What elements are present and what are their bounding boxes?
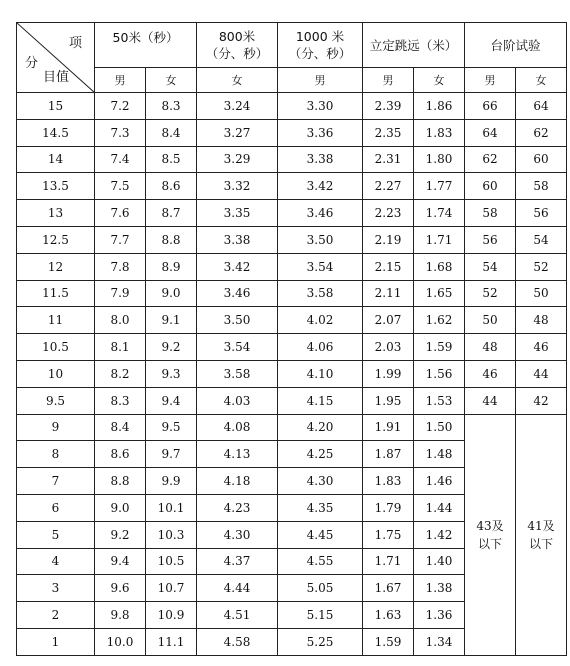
cell-1000m-male: 4.30 bbox=[278, 468, 363, 495]
header-800m: 800米 （分、秒） bbox=[197, 23, 278, 68]
cell-step-female: 58 bbox=[516, 173, 567, 200]
cell-step-male: 44 bbox=[465, 387, 516, 414]
cell-800m-female: 3.58 bbox=[197, 360, 278, 387]
cell-1000m-male: 3.42 bbox=[278, 173, 363, 200]
cell-score: 13 bbox=[17, 200, 95, 227]
corner-header-cell bbox=[17, 23, 95, 93]
subheader-jump-male: 男 bbox=[363, 68, 414, 93]
cell-score: 11.5 bbox=[17, 280, 95, 307]
cell-1000m-male: 5.25 bbox=[278, 628, 363, 655]
cell-1000m-male: 3.30 bbox=[278, 93, 363, 120]
cell-800m-female: 3.24 bbox=[197, 93, 278, 120]
cell-50m-female: 9.0 bbox=[146, 280, 197, 307]
subheader-50m-male: 男 bbox=[95, 68, 146, 93]
cell-1000m-male: 4.25 bbox=[278, 441, 363, 468]
cell-50m-male: 8.3 bbox=[95, 387, 146, 414]
cell-800m-female: 4.18 bbox=[197, 468, 278, 495]
cell-step-female: 46 bbox=[516, 334, 567, 361]
cell-800m-female: 3.32 bbox=[197, 173, 278, 200]
cell-score: 2 bbox=[17, 602, 95, 629]
cell-50m-male: 10.0 bbox=[95, 628, 146, 655]
cell-step-male: 46 bbox=[465, 360, 516, 387]
cell-50m-female: 10.9 bbox=[146, 602, 197, 629]
cell-1000m-male: 3.50 bbox=[278, 226, 363, 253]
header-1000m: 1000 米 （分、秒） bbox=[278, 23, 363, 68]
cell-jump-female: 1.86 bbox=[414, 93, 465, 120]
cell-800m-female: 3.54 bbox=[197, 334, 278, 361]
table-row bbox=[17, 387, 567, 414]
cell-score: 7 bbox=[17, 468, 95, 495]
subheader-1000m-male: 男 bbox=[278, 68, 363, 93]
cell-50m-female: 8.5 bbox=[146, 146, 197, 173]
cell-50m-female: 10.3 bbox=[146, 521, 197, 548]
cell-step-female: 62 bbox=[516, 119, 567, 146]
cell-1000m-male: 4.15 bbox=[278, 387, 363, 414]
cell-jump-female: 1.71 bbox=[414, 226, 465, 253]
cell-1000m-male: 3.58 bbox=[278, 280, 363, 307]
table-row bbox=[17, 146, 567, 173]
cell-jump-female: 1.59 bbox=[414, 334, 465, 361]
cell-score: 15 bbox=[17, 93, 95, 120]
cell-score: 10 bbox=[17, 360, 95, 387]
cell-50m-male: 7.9 bbox=[95, 280, 146, 307]
cell-1000m-male: 5.15 bbox=[278, 602, 363, 629]
cell-jump-female: 1.77 bbox=[414, 173, 465, 200]
cell-800m-female: 4.23 bbox=[197, 494, 278, 521]
header-step-test: 台阶试验 bbox=[465, 23, 567, 68]
cell-score: 9 bbox=[17, 414, 95, 441]
cell-1000m-male: 4.10 bbox=[278, 360, 363, 387]
cell-50m-male: 7.3 bbox=[95, 119, 146, 146]
cell-jump-male: 1.91 bbox=[363, 414, 414, 441]
cell-50m-female: 8.3 bbox=[146, 93, 197, 120]
cell-1000m-male: 3.54 bbox=[278, 253, 363, 280]
cell-50m-male: 7.6 bbox=[95, 200, 146, 227]
cell-50m-male: 7.7 bbox=[95, 226, 146, 253]
cell-jump-female: 1.62 bbox=[414, 307, 465, 334]
cell-step-male: 64 bbox=[465, 119, 516, 146]
cell-step-female-below: 41及 以下 bbox=[516, 414, 567, 655]
cell-50m-female: 11.1 bbox=[146, 628, 197, 655]
cell-jump-male: 2.03 bbox=[363, 334, 414, 361]
cell-800m-female: 4.37 bbox=[197, 548, 278, 575]
cell-jump-male: 2.27 bbox=[363, 173, 414, 200]
cell-jump-male: 1.71 bbox=[363, 548, 414, 575]
cell-score: 8 bbox=[17, 441, 95, 468]
cell-50m-male: 9.8 bbox=[95, 602, 146, 629]
cell-jump-male: 1.83 bbox=[363, 468, 414, 495]
cell-1000m-male: 3.46 bbox=[278, 200, 363, 227]
cell-50m-male: 8.1 bbox=[95, 334, 146, 361]
table-row bbox=[17, 414, 567, 441]
cell-step-female: 52 bbox=[516, 253, 567, 280]
cell-step-female: 60 bbox=[516, 146, 567, 173]
cell-score: 11 bbox=[17, 307, 95, 334]
cell-step-male: 56 bbox=[465, 226, 516, 253]
cell-800m-female: 4.58 bbox=[197, 628, 278, 655]
cell-50m-male: 9.2 bbox=[95, 521, 146, 548]
cell-score: 14 bbox=[17, 146, 95, 173]
cell-50m-female: 8.6 bbox=[146, 173, 197, 200]
cell-step-male: 58 bbox=[465, 200, 516, 227]
cell-1000m-male: 4.02 bbox=[278, 307, 363, 334]
cell-1000m-male: 4.55 bbox=[278, 548, 363, 575]
cell-50m-female: 9.2 bbox=[146, 334, 197, 361]
cell-800m-female: 4.30 bbox=[197, 521, 278, 548]
subheader-step-male: 男 bbox=[465, 68, 516, 93]
cell-step-male: 50 bbox=[465, 307, 516, 334]
cell-score: 6 bbox=[17, 494, 95, 521]
table-row bbox=[17, 253, 567, 280]
cell-score: 13.5 bbox=[17, 173, 95, 200]
cell-step-female: 44 bbox=[516, 360, 567, 387]
cell-50m-female: 10.7 bbox=[146, 575, 197, 602]
subheader-jump-female: 女 bbox=[414, 68, 465, 93]
cell-step-male: 52 bbox=[465, 280, 516, 307]
cell-50m-male: 7.8 bbox=[95, 253, 146, 280]
cell-jump-male: 1.87 bbox=[363, 441, 414, 468]
cell-50m-female: 9.3 bbox=[146, 360, 197, 387]
cell-step-male: 48 bbox=[465, 334, 516, 361]
cell-jump-male: 2.07 bbox=[363, 307, 414, 334]
cell-50m-male: 9.4 bbox=[95, 548, 146, 575]
corner-item-label: 项 bbox=[68, 36, 82, 51]
cell-jump-male: 1.99 bbox=[363, 360, 414, 387]
subheader-step-female: 女 bbox=[516, 68, 567, 93]
cell-score: 4 bbox=[17, 548, 95, 575]
cell-jump-female: 1.53 bbox=[414, 387, 465, 414]
cell-800m-female: 3.35 bbox=[197, 200, 278, 227]
cell-jump-male: 1.63 bbox=[363, 602, 414, 629]
cell-800m-female: 3.38 bbox=[197, 226, 278, 253]
cell-800m-female: 3.46 bbox=[197, 280, 278, 307]
cell-800m-female: 4.13 bbox=[197, 441, 278, 468]
cell-50m-female: 9.9 bbox=[146, 468, 197, 495]
table-row bbox=[17, 119, 567, 146]
cell-step-male: 66 bbox=[465, 93, 516, 120]
cell-800m-female: 3.42 bbox=[197, 253, 278, 280]
cell-800m-female: 4.51 bbox=[197, 602, 278, 629]
cell-step-female: 48 bbox=[516, 307, 567, 334]
cell-score: 12.5 bbox=[17, 226, 95, 253]
cell-step-female: 54 bbox=[516, 226, 567, 253]
corner-score-label: 分 bbox=[25, 56, 39, 71]
cell-50m-female: 10.1 bbox=[146, 494, 197, 521]
table-row bbox=[17, 307, 567, 334]
cell-score: 9.5 bbox=[17, 387, 95, 414]
cell-800m-female: 4.08 bbox=[197, 414, 278, 441]
cell-score: 14.5 bbox=[17, 119, 95, 146]
cell-1000m-male: 4.45 bbox=[278, 521, 363, 548]
cell-50m-female: 8.9 bbox=[146, 253, 197, 280]
cell-jump-female: 1.50 bbox=[414, 414, 465, 441]
cell-50m-female: 9.1 bbox=[146, 307, 197, 334]
cell-step-female: 56 bbox=[516, 200, 567, 227]
cell-score: 10.5 bbox=[17, 334, 95, 361]
table-row bbox=[17, 280, 567, 307]
table-row bbox=[17, 93, 567, 120]
cell-50m-female: 9.7 bbox=[146, 441, 197, 468]
cell-step-male: 60 bbox=[465, 173, 516, 200]
cell-jump-female: 1.34 bbox=[414, 628, 465, 655]
cell-score: 1 bbox=[17, 628, 95, 655]
cell-50m-male: 8.8 bbox=[95, 468, 146, 495]
cell-step-female: 42 bbox=[516, 387, 567, 414]
cell-50m-male: 9.6 bbox=[95, 575, 146, 602]
cell-800m-female: 4.03 bbox=[197, 387, 278, 414]
cell-1000m-male: 3.38 bbox=[278, 146, 363, 173]
cell-800m-female: 3.27 bbox=[197, 119, 278, 146]
cell-50m-female: 8.4 bbox=[146, 119, 197, 146]
cell-jump-female: 1.38 bbox=[414, 575, 465, 602]
cell-50m-male: 7.5 bbox=[95, 173, 146, 200]
cell-jump-male: 2.15 bbox=[363, 253, 414, 280]
cell-step-female: 64 bbox=[516, 93, 567, 120]
table-body bbox=[17, 93, 567, 656]
cell-jump-male: 2.39 bbox=[363, 93, 414, 120]
cell-jump-male: 1.59 bbox=[363, 628, 414, 655]
cell-1000m-male: 4.06 bbox=[278, 334, 363, 361]
table-row bbox=[17, 360, 567, 387]
cell-jump-male: 2.23 bbox=[363, 200, 414, 227]
cell-jump-male: 2.11 bbox=[363, 280, 414, 307]
cell-1000m-male: 5.05 bbox=[278, 575, 363, 602]
cell-jump-female: 1.42 bbox=[414, 521, 465, 548]
cell-50m-female: 8.7 bbox=[146, 200, 197, 227]
cell-800m-female: 3.50 bbox=[197, 307, 278, 334]
cell-jump-female: 1.36 bbox=[414, 602, 465, 629]
cell-50m-female: 10.5 bbox=[146, 548, 197, 575]
header-50m: 50米（秒） bbox=[95, 23, 197, 68]
cell-jump-female: 1.44 bbox=[414, 494, 465, 521]
cell-jump-female: 1.80 bbox=[414, 146, 465, 173]
cell-jump-male: 2.31 bbox=[363, 146, 414, 173]
cell-jump-female: 1.68 bbox=[414, 253, 465, 280]
cell-50m-male: 8.0 bbox=[95, 307, 146, 334]
cell-1000m-male: 4.20 bbox=[278, 414, 363, 441]
cell-50m-male: 7.4 bbox=[95, 146, 146, 173]
header-standing-long-jump: 立定跳远（米） bbox=[363, 23, 465, 68]
cell-jump-female: 1.56 bbox=[414, 360, 465, 387]
cell-jump-female: 1.83 bbox=[414, 119, 465, 146]
cell-jump-male: 1.79 bbox=[363, 494, 414, 521]
table-row bbox=[17, 173, 567, 200]
table-header bbox=[17, 23, 567, 93]
cell-step-male: 62 bbox=[465, 146, 516, 173]
cell-800m-female: 3.29 bbox=[197, 146, 278, 173]
corner-value-label: 目值 bbox=[43, 70, 70, 85]
cell-step-male: 54 bbox=[465, 253, 516, 280]
table-row bbox=[17, 334, 567, 361]
cell-50m-female: 9.5 bbox=[146, 414, 197, 441]
cell-50m-male: 9.0 bbox=[95, 494, 146, 521]
cell-jump-female: 1.65 bbox=[414, 280, 465, 307]
table-row bbox=[17, 226, 567, 253]
cell-jump-male: 1.95 bbox=[363, 387, 414, 414]
cell-jump-male: 1.67 bbox=[363, 575, 414, 602]
cell-50m-male: 8.2 bbox=[95, 360, 146, 387]
cell-800m-female: 4.44 bbox=[197, 575, 278, 602]
cell-50m-female: 9.4 bbox=[146, 387, 197, 414]
cell-jump-female: 1.74 bbox=[414, 200, 465, 227]
table-row bbox=[17, 200, 567, 227]
cell-score: 5 bbox=[17, 521, 95, 548]
cell-score: 12 bbox=[17, 253, 95, 280]
cell-jump-male: 2.19 bbox=[363, 226, 414, 253]
cell-1000m-male: 3.36 bbox=[278, 119, 363, 146]
cell-jump-male: 1.75 bbox=[363, 521, 414, 548]
cell-jump-female: 1.46 bbox=[414, 468, 465, 495]
cell-score: 3 bbox=[17, 575, 95, 602]
cell-jump-female: 1.40 bbox=[414, 548, 465, 575]
cell-50m-female: 8.8 bbox=[146, 226, 197, 253]
cell-jump-male: 2.35 bbox=[363, 119, 414, 146]
cell-50m-male: 7.2 bbox=[95, 93, 146, 120]
cell-jump-female: 1.48 bbox=[414, 441, 465, 468]
subheader-50m-female: 女 bbox=[146, 68, 197, 93]
subheader-800m-female: 女 bbox=[197, 68, 278, 93]
cell-1000m-male: 4.35 bbox=[278, 494, 363, 521]
cell-step-female: 50 bbox=[516, 280, 567, 307]
score-table bbox=[16, 22, 567, 656]
cell-50m-male: 8.6 bbox=[95, 441, 146, 468]
cell-50m-male: 8.4 bbox=[95, 414, 146, 441]
cell-step-male-below: 43及 以下 bbox=[465, 414, 516, 655]
